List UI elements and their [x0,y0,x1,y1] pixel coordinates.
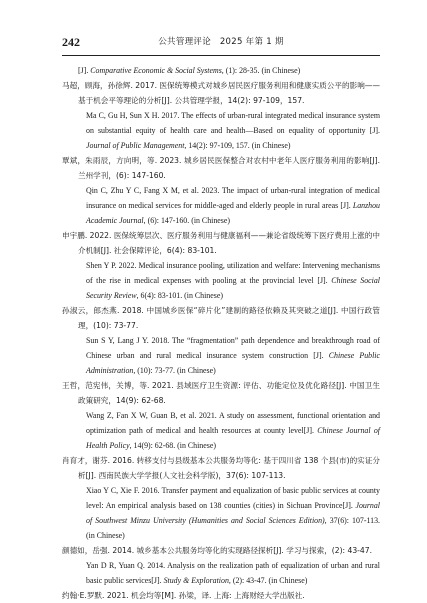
reference-text: , 14(2): 97-109, 157. (in Chinese) [184,141,291,150]
reference-entry-chinese [62,453,380,483]
page-header [62,34,380,52]
reference-entry-chinese [62,303,380,333]
running-head: 公共管理评论 2025 年第 1 期 [158,37,284,47]
reference-entry-chinese [62,78,380,108]
header-rule [62,55,380,56]
reference-text: 孙淑云，郎杰燕. 2018. 中国城乡医保“碎片化”建制的路径依赖及其突破之道[J]. 中国行政管理，(10): 73-77. [62,306,380,330]
reference-entry-english [62,63,380,78]
reference-journal-title: Journal of Southwest Minzu University (Humanities and Social Sciences Edition) [86,501,380,525]
reference-journal-title: Study & Exploration [163,576,229,585]
reference-text: 颜德如，岳强. 2014. 城乡基本公共服务均等化的实现路径探析[J]. 学习与探索，(2): 43-47. [62,546,372,555]
reference-journal-title: Chinese Journal of Health Policy [86,426,381,450]
reference-text: 覃斌，朱雨辰，方向明，等. 2023. 城乡居民医保整合对农村中老年人医疗服务利用的影响[J]. 兰州学刊，(6): 147-160. [62,156,380,180]
reference-entry-chinese [62,543,380,558]
reference-text: Sun S Y, Lang J Y. 2018. The “fragmentation” path dependence and breakthrough road of Chinese urban and rural medical insurance system construction [J]. [86,336,380,360]
reference-list [62,63,380,603]
reference-text: , (6): 147-160. (in Chinese) [143,216,230,225]
reference-text: 肖育才，谢芬. 2016. 转移支付与县级基本公共服务均等化: 基于四川省 138 个县(市)的实证分析[J]. 西南民族大学学报(人文社会科学版)，37(6): 107-113. [62,456,380,480]
reference-text: 约翰·E.罗默. 2021. 机会均等[M]. 孙梁，译. 上海: 上海财经大学出版社. [62,591,305,600]
reference-text: , 14(9): 62-68. (in Chinese) [129,441,216,450]
reference-journal-title: Comparative Economic & Social Systems [90,66,222,75]
reference-text: Ma C, Gu H, Sun X H. 2017. The effects of urban-rural integrated medical insurance system on substantial equity of health care and health—Based on equality of opportunity [J]. [86,111,380,135]
reference-text: 王哲，范宪伟，关博，等. 2021. 县域医疗卫生资源: 评估、功能定位及优化路径[J]. 中国卫生政策研究，14(9): 62-68. [62,381,380,405]
reference-journal-title: Journal of Public Management [86,141,185,150]
reference-entry-english [62,333,380,378]
reference-text: Xiao Y C, Xie F. 2016. Transfer payment and equalization of basic public services at county level: An empirical analysis based on 138 counties (cities) in Sichuan Province[J]. [86,486,380,510]
reference-text: , 6(4): 83-101. (in Chinese) [136,291,223,300]
reference-text: , (10): 73-77. (in Chinese) [133,366,216,375]
reference-text: 马超，顾海，孙徐辉. 2017. 医保统筹模式对城乡居民医疗服务利用和健康实质公平的影响——基于机会平等理论的分析[J]. 公共管理学报，14(2): 97-109，157. [62,81,380,105]
reference-text: Wang Z, Fan X W, Guan B, et al. 2021. A study on assessment, functional orientation and optimization path of medical and health resources at county level[J]. [86,411,380,435]
reference-entry-chinese [62,153,380,183]
reference-entry-chinese [62,228,380,258]
reference-text: Yan D R, Yuan Q. 2014. Analysis on the realization path of equalization of urban and rural basic public services[J]. [86,561,380,585]
reference-text: Qin C, Zhu Y C, Fang X M, et al. 2023. The impact of urban-rural integration of medical insurance on medical services for middle-aged and elderly people in rural areas [J]. [86,186,380,210]
page-number: 242 [62,35,80,49]
reference-entry-english [62,183,380,228]
reference-entry-english [62,558,380,588]
reference-text: , 37(6): 107-113. (in Chinese) [86,516,380,540]
reference-entry-english [62,408,380,453]
reference-entry-chinese [62,588,380,603]
reference-entry-chinese [62,378,380,408]
reference-text: , (2): 43-47. (in Chinese) [228,576,308,585]
reference-entry-english [62,108,380,153]
reference-journal-title: Lanzhou Academic Journal [86,201,380,225]
reference-journal-title: Chinese Public Administration [86,351,380,375]
reference-journal-title: Chinese Social Security Review [86,276,380,300]
reference-entry-english [62,483,380,543]
reference-text: 申宇鹏. 2022. 医保统筹层次、医疗服务利用与健康福利——兼论省级统筹下医疗费用上涨的中介机制[J]. 社会保障评论，6(4): 83-101. [62,231,380,255]
reference-text: [J]. [78,66,91,75]
reference-text: , (1): 28-35. (in Chinese) [221,66,301,75]
reference-text: Shen Y P. 2022. Medical insurance pooling, utilization and welfare: Intervening mechanisms of the rise in medical expenses with pooling at the provincial level [J]. [86,261,380,285]
reference-entry-english [62,258,380,303]
